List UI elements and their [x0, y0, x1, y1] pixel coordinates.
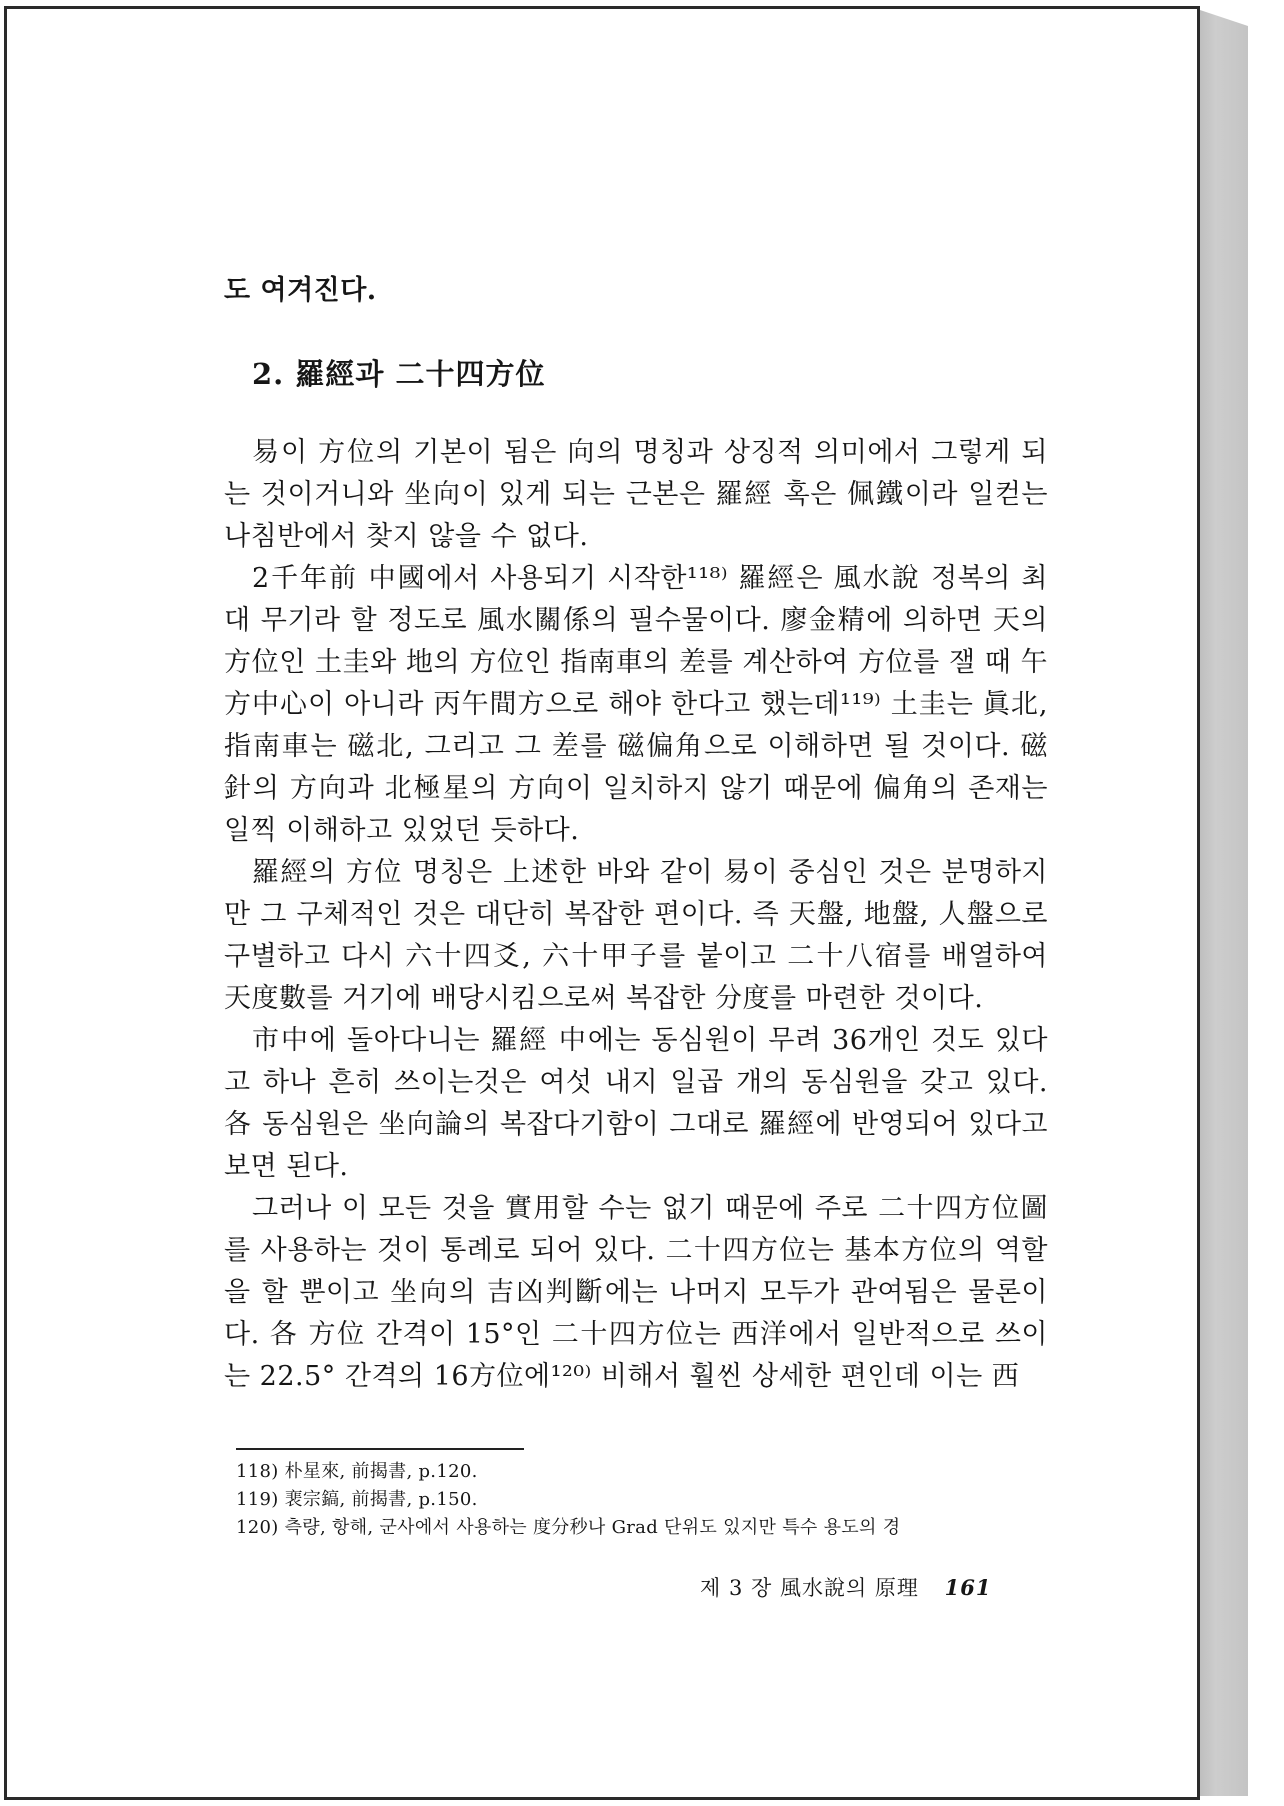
footnote: 120) 측량, 항해, 군사에서 사용하는 度分秒나 Grad 단위도 있지만 특수 용도의 경: [236, 1517, 901, 1538]
continued-text: 도 여겨진다.: [224, 275, 377, 306]
footnote: 119) 裵宗鎬, 前揭書, p.150.: [236, 1489, 478, 1510]
book-page-edge: [1194, 8, 1248, 1796]
running-footer: [700, 1572, 991, 1602]
footnote-divider: [236, 1448, 524, 1450]
paragraph: 그러나 이 모든 것을 實用할 수는 없기 때문에 주로 二十四方位圖를 사용하는 것이 통례로 되어 있다. 二十四方位는 基本方位의 역할을 할 뿐이고 坐向의 吉凶判斷에는 나머지 모두가 관여됨은 물론이다. 各 方位 간격이 15°인 二十四方位는 西洋에서 일반적으로 쓰이는 22.5° 간격의 16方位에¹²⁰⁾ 비해서 훨씬 상세한 편인데 이는 西: [224, 1193, 1048, 1392]
footnotes: [236, 1458, 1056, 1542]
page-number: 161: [944, 1575, 992, 1600]
chapter-title: 제 3 장 風水說의 原理: [700, 1576, 919, 1600]
paragraph: 羅經의 方位 명칭은 上述한 바와 같이 易이 중심인 것은 분명하지만 그 구체적인 것은 대단히 복잡한 편이다. 즉 天盤, 地盤, 人盤으로 구별하고 다시 六十四爻, 六十甲子를 붙이고 二十八宿를 배열하여 天度數를 거기에 배당시킴으로써 복잡한 分度를 마련한 것이다.: [224, 857, 1048, 1014]
footnote: 118) 朴星來, 前揭書, p.120.: [236, 1461, 478, 1482]
paragraph: 市中에 돌아다니는 羅經 中에는 동심원이 무려 36개인 것도 있다고 하나 흔히 쓰이는것은 여섯 내지 일곱 개의 동심원을 갖고 있다. 各 동심원은 坐向論의 복잡다기함이 그대로 羅經에 반영되어 있다고 보면 된다.: [224, 1025, 1048, 1182]
paragraph: 易이 方位의 기본이 됨은 向의 명칭과 상징적 의미에서 그렇게 되는 것이거니와 坐向이 있게 되는 근본은 羅經 혹은 佩鐵이라 일컫는 나침반에서 찾지 않을 수 없다.: [224, 437, 1048, 552]
body-text: [224, 432, 1048, 1398]
section-heading: 2. 羅經과 二十四方位: [252, 357, 546, 391]
paragraph: 2千年前 中國에서 사용되기 시작한¹¹⁸⁾ 羅經은 風水說 정복의 최대 무기라 할 정도로 風水關係의 필수물이다. 廖金精에 의하면 天의 方位인 土圭와 地의 方位인 指南車의 差를 계산하여 方位를 잴 때 午方中心이 아니라 丙午間方으로 해야 한다고 했는데¹¹⁹⁾ 土圭는 眞北, 指南車는 磁北, 그리고 그 差를 磁偏角으로 이해하면 될 것이다. 磁針의 方向과 北極星의 方向이 일치하지 않기 때문에 偏角의 존재는 일찍 이해하고 있었던 듯하다.: [224, 563, 1048, 846]
